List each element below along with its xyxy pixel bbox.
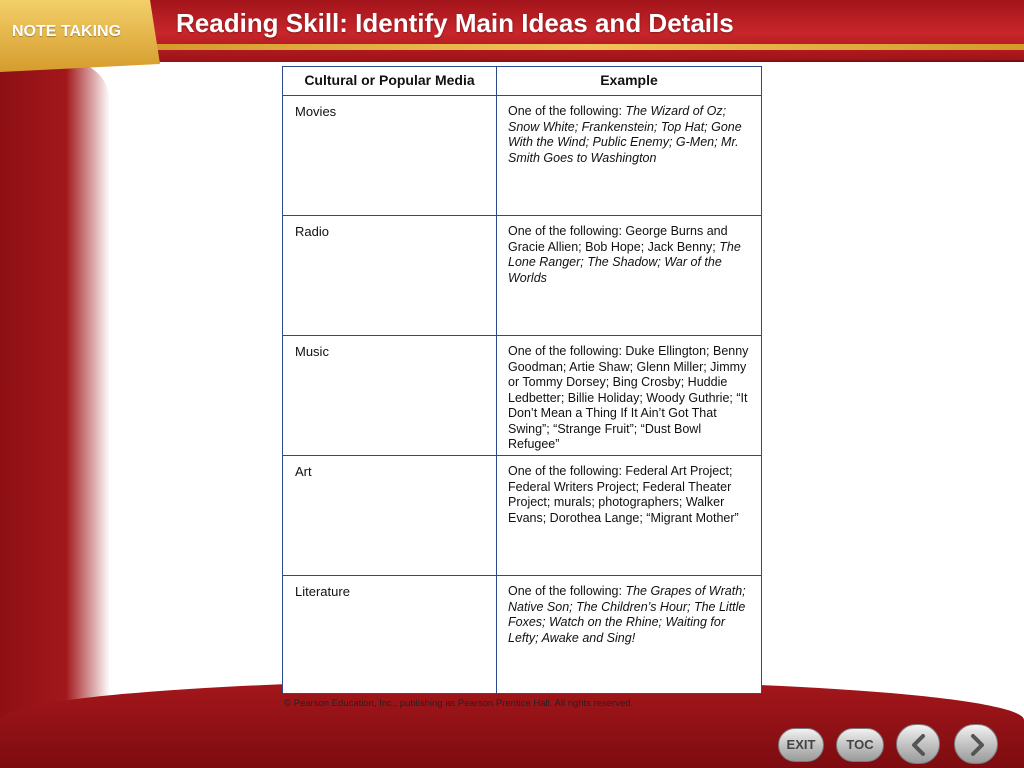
page-title: Reading Skill: Identify Main Ideas and Details [176,8,734,38]
toc-button[interactable]: TOC [836,728,884,762]
header-gold-stripe [150,44,1024,50]
media-cell: Literature [283,576,497,693]
table-row [283,335,761,455]
table-row [283,455,761,575]
example-cell: One of the following: The Grapes of Wrath; Native Son; The Children’s Hour; The Little Foxes; Watch on the Rhine; Waiting for Lefty; Awake and Sing! [508,584,746,645]
copyright-notice: © Pearson Education, Inc., publishing as Pearson Prentice Hall. All rights reserved. [284,698,634,709]
note-taking-label: NOTE TAKING [12,23,122,40]
example-cell: One of the following: Duke Ellington; Benny Goodman; Artie Shaw; Glenn Miller; Jimmy or Tommy Dorsey; Bing Crosby; Huddie Ledbetter; Billie Holiday; Woody Guthrie; “It Don’t Mean a Thing If It Ain’t Got That Swing”; “Strange Fruit”; “Dust Bowl Refugee” [508,344,749,451]
exit-button[interactable]: EXIT [778,728,824,762]
media-cell: Movies [283,96,497,215]
column-header-media: Cultural or Popular Media [283,67,497,95]
table-header-row [283,67,761,95]
table-row [283,575,761,693]
table-row [283,215,761,335]
chevron-left-icon [909,733,929,757]
next-button[interactable] [954,724,998,764]
example-cell: One of the following: George Burns and Gracie Allien; Bob Hope; Jack Benny; The Lone Ranger; The Shadow; War of the Worlds [508,224,741,285]
media-cell: Music [283,336,497,455]
media-cell: Art [283,456,497,575]
chevron-right-icon [967,733,987,757]
media-cell: Radio [283,216,497,335]
table-row [283,95,761,215]
example-cell: One of the following: The Wizard of Oz; Snow White; Frankenstein; Top Hat; Gone With the Wind; Public Enemy; G-Men; Mr. Smith Goes to Washington [508,104,742,165]
left-decorative-curve [0,62,110,722]
column-header-example: Example [600,72,658,88]
media-table [282,66,762,694]
example-cell: One of the following: Federal Art Project; Federal Writers Project; Federal Theater Project; murals; photographers; Walker Evans; Dorothea Lange; “Migrant Mother” [508,464,739,525]
previous-button[interactable] [896,724,940,764]
